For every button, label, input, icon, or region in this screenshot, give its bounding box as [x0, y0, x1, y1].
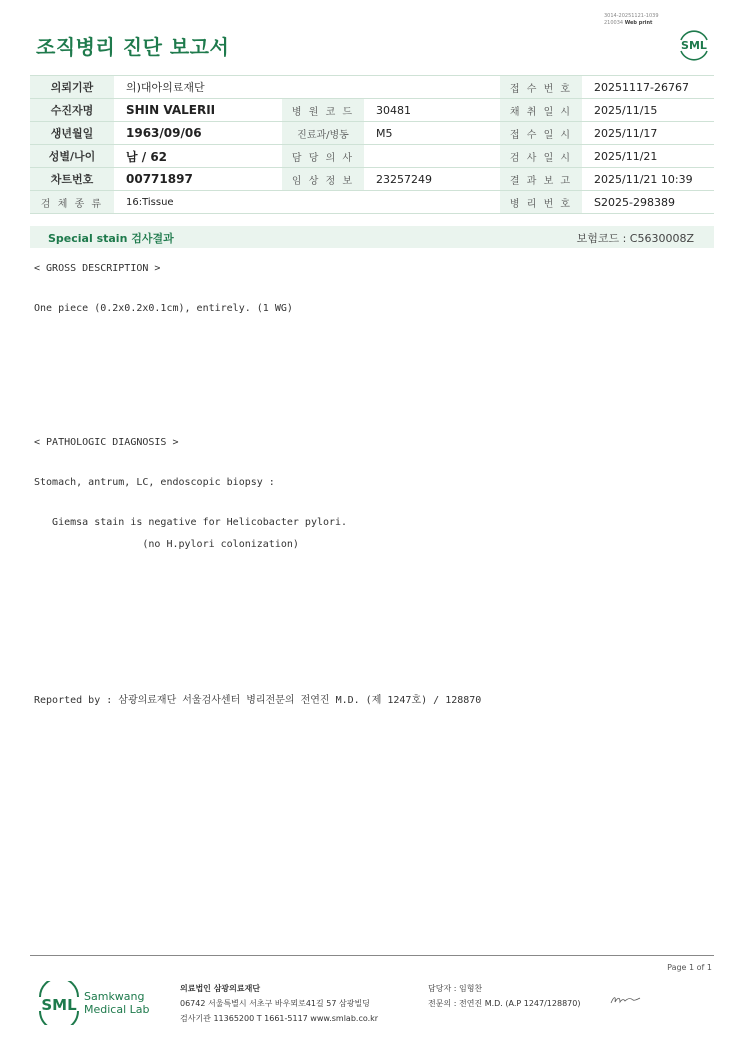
label-receipt-date: 접 수 일 시	[500, 122, 582, 145]
info-row	[30, 168, 714, 191]
info-row	[30, 99, 714, 122]
label-requesting-institution: 의뢰기관	[30, 76, 114, 99]
info-row	[30, 122, 714, 145]
label-pathology-number: 병 리 번 호	[500, 191, 582, 214]
value-department: M5	[364, 122, 500, 145]
label-specimen-type: 검 체 종 류	[30, 191, 114, 214]
samkwang-logo-sml: SML	[41, 996, 77, 1014]
print-mode: Web print	[624, 19, 653, 26]
footer-staff	[428, 981, 580, 1011]
samkwang-logo	[37, 981, 155, 1025]
print-code-line2: 210034	[604, 19, 624, 26]
diagnosis-site: Stomach, antrum, LC, endoscopic biopsy :	[34, 477, 275, 488]
label-patient-name: 수진자명	[30, 99, 114, 122]
sml-logo	[676, 26, 712, 62]
value-accession-number: 20251117-26767	[582, 76, 714, 99]
value-sex-age: 남 / 62	[114, 145, 282, 168]
value-test-date: 2025/11/21	[582, 145, 714, 168]
special-stain-title: Special stain 검사결과	[48, 232, 174, 245]
label-chart-number: 차트번호	[30, 168, 114, 191]
print-code-line1: 3014-20251121-1039	[604, 13, 659, 19]
value-birth-date: 1963/09/06	[114, 122, 282, 145]
staff-specialist: 전문의 : 전연진 M.D. (A.P 1247/128870)	[428, 999, 581, 1008]
value-patient-name: SHIN VALERII	[114, 99, 282, 122]
diagnosis-line-2: (no H.pylori colonization)	[34, 539, 299, 550]
staff-manager: 담당자 : 임형찬	[428, 984, 483, 993]
label-result-report: 결 과 보 고	[500, 168, 582, 191]
special-stain-bar	[30, 226, 714, 248]
diagnosis-line-1: Giemsa stain is negative for Helicobacter pylori.	[34, 517, 348, 528]
label-test-date: 검 사 일 시	[500, 145, 582, 168]
label-clinical-info: 임 상 정 보	[282, 168, 364, 191]
value-clinical-info: 23257249	[364, 168, 500, 191]
samkwang-logo-line1: Samkwang	[84, 990, 145, 1003]
value-pathology-number: S2025-298389	[582, 191, 714, 214]
org-name: 의료법인 삼광의료재단	[180, 984, 261, 993]
gross-text: One piece (0.2x0.2x0.1cm), entirely. (1 WG)	[34, 303, 293, 314]
info-row	[30, 145, 714, 168]
value-requesting-institution: 의)대아의료재단	[114, 76, 500, 99]
label-physician: 담 당 의 사	[282, 145, 364, 168]
insurance-code: 보험코드 : C5630008Z	[576, 232, 694, 245]
value-result-report: 2025/11/21 10:39	[582, 168, 714, 191]
reported-by: Reported by : 삼광의료재단 서울검사센터 병리전문의 전연진 M.D. (제 1247호) / 128870	[34, 695, 482, 706]
patient-info-table	[30, 75, 714, 214]
print-code	[604, 13, 659, 26]
samkwang-logo-line2: Medical Lab	[84, 1003, 150, 1016]
value-physician	[364, 145, 500, 168]
page-number: Page 1 of 1	[667, 963, 712, 972]
label-birth-date: 생년월일	[30, 122, 114, 145]
org-contact: 검사기관 11365200 T 1661-5117 www.smlab.co.kr	[180, 1014, 379, 1023]
label-hospital-code: 병 원 코 드	[282, 99, 364, 122]
value-collection-date: 2025/11/15	[582, 99, 714, 122]
label-department: 진료과/병동	[282, 122, 364, 145]
gross-heading: < GROSS DESCRIPTION >	[34, 263, 161, 274]
diagnosis-heading: < PATHOLOGIC DIAGNOSIS >	[34, 437, 179, 448]
value-receipt-date: 2025/11/17	[582, 122, 714, 145]
org-address: 06742 서울특별시 서초구 바우뫼로41길 57 삼광빌딩	[180, 999, 370, 1008]
info-row	[30, 76, 714, 99]
value-chart-number: 00771897	[114, 168, 282, 191]
value-hospital-code: 30481	[364, 99, 500, 122]
label-sex-age: 성별/나이	[30, 145, 114, 168]
report-title: 조직병리 진단 보고서	[36, 35, 230, 59]
label-accession-number: 접 수 번 호	[500, 76, 582, 99]
footer-divider	[30, 955, 714, 956]
signature	[609, 993, 641, 1007]
label-collection-date: 채 취 일 시	[500, 99, 582, 122]
footer-organization	[180, 981, 378, 1026]
value-specimen-type: 16:Tissue	[114, 191, 500, 214]
sml-logo-text: SML	[681, 39, 707, 52]
info-row	[30, 191, 714, 214]
